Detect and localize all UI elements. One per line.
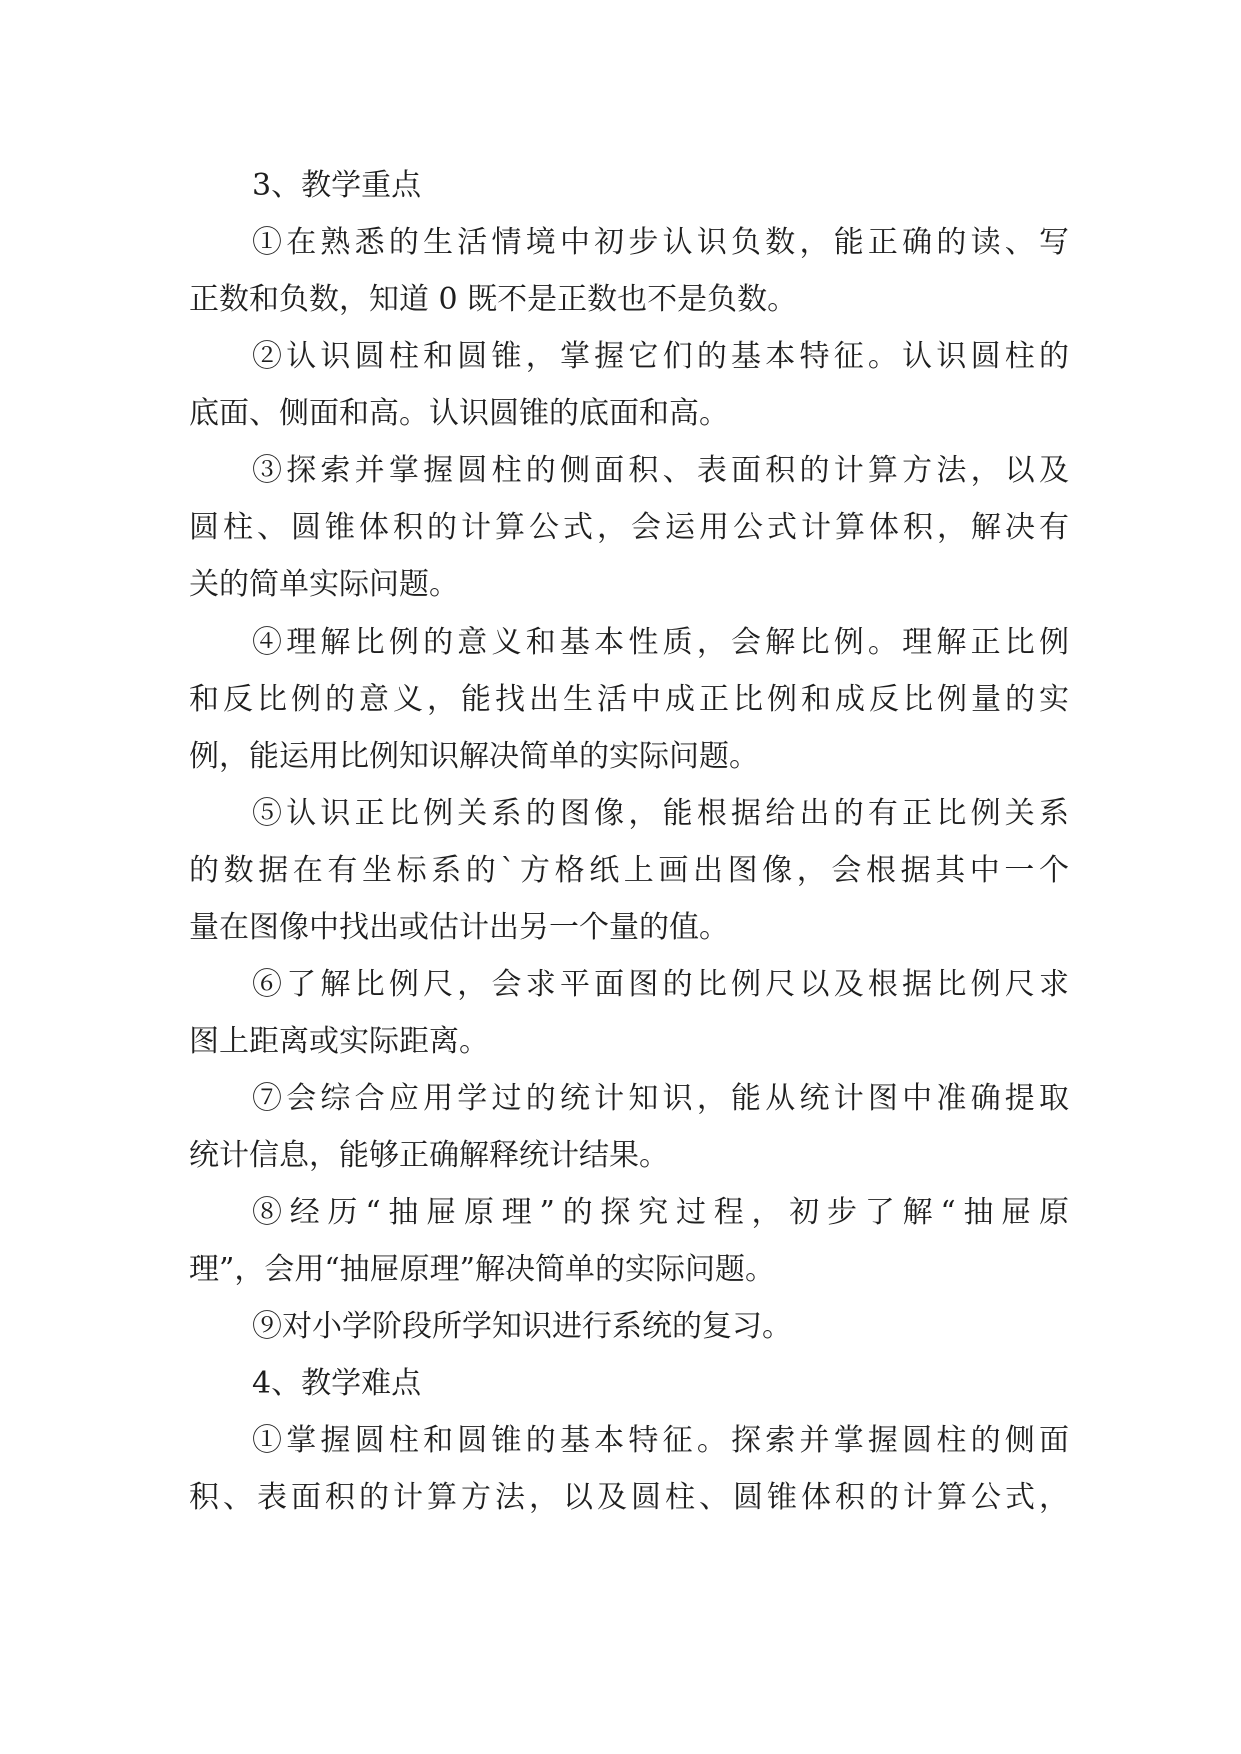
paragraph-line: ①掌握圆柱和圆锥的基本特征。探索并掌握圆柱的侧面 xyxy=(252,1423,1069,1458)
paragraph-line: 关的简单实际问题。 xyxy=(189,567,459,602)
paragraph-line: 正数和负数，知道 0 既不是正数也不是负数。 xyxy=(189,282,798,317)
paragraph-line: 理”，会用“抽屉原理”解决简单的实际问题。 xyxy=(189,1252,776,1287)
paragraph-line: ④理解比例的意义和基本性质，会解比例。理解正比例 xyxy=(252,625,1069,660)
paragraph-line: 底面、侧面和高。认识圆锥的底面和高。 xyxy=(189,396,729,431)
paragraph-line: ⑨对小学阶段所学知识进行系统的复习。 xyxy=(252,1309,792,1344)
paragraph-line: 例，能运用比例知识解决简单的实际问题。 xyxy=(189,739,759,774)
paragraph-line: ①在熟悉的生活情境中初步认识负数，能正确的读、写 xyxy=(252,225,1069,260)
paragraph-line: ⑧经历“抽屉原理”的探究过程，初步了解“抽屉原 xyxy=(252,1195,1069,1230)
paragraph-line: 积、表面积的计算方法，以及圆柱、圆锥体积的计算公式， xyxy=(189,1480,1069,1515)
paragraph-line: 和反比例的意义，能找出生活中成正比例和成反比例量的实 xyxy=(189,682,1069,717)
paragraph-line: ⑥了解比例尺，会求平面图的比例尺以及根据比例尺求 xyxy=(252,967,1069,1002)
paragraph-line: ③探索并掌握圆柱的侧面积、表面积的计算方法，以及 xyxy=(252,453,1069,488)
paragraph-line: 圆柱、圆锥体积的计算公式，会运用公式计算体积，解决有 xyxy=(189,510,1069,545)
paragraph-line: 量在图像中找出或估计出另一个量的值。 xyxy=(189,910,729,945)
section-heading-teaching-difficulty: 4、教学难点 xyxy=(252,1366,422,1401)
paragraph-line: 图上距离或实际距离。 xyxy=(189,1024,489,1059)
section-heading-teaching-focus: 3、教学重点 xyxy=(252,168,422,203)
paragraph-line: 统计信息，能够正确解释统计结果。 xyxy=(189,1138,669,1173)
paragraph-line: ⑦会综合应用学过的统计知识，能从统计图中准确提取 xyxy=(252,1081,1069,1116)
paragraph-line: ②认识圆柱和圆锥，掌握它们的基本特征。认识圆柱的 xyxy=(252,339,1069,374)
paragraph-line: 的数据在有坐标系的`方格纸上画出图像，会根据其中一个 xyxy=(189,853,1069,888)
paragraph-line: ⑤认识正比例关系的图像，能根据给出的有正比例关系 xyxy=(252,796,1069,831)
